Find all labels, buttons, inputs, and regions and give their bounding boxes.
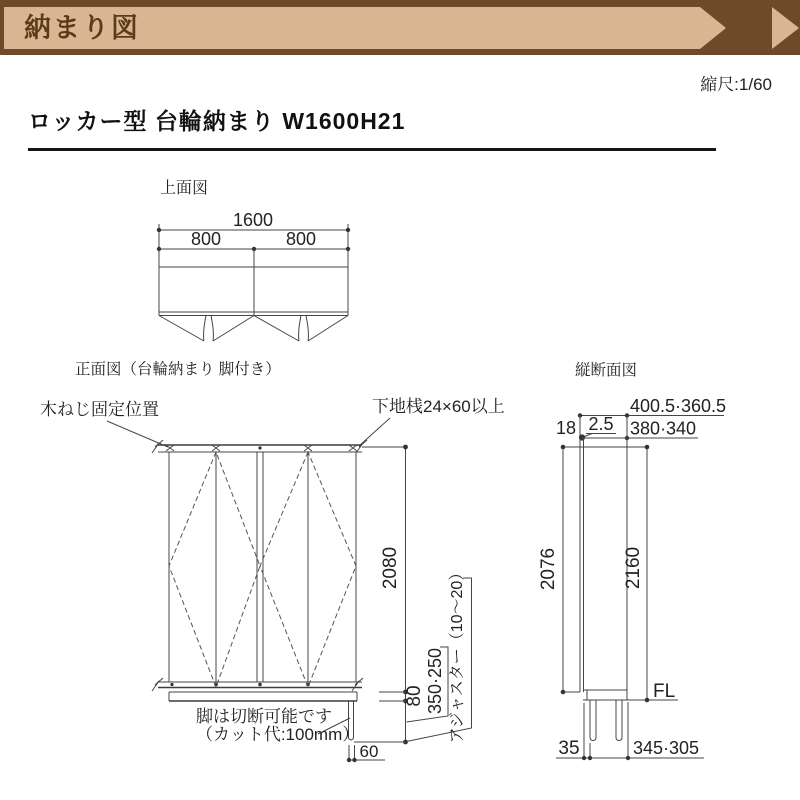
section-leg-rear bbox=[590, 700, 596, 741]
front-view-label: 正面図（台輪納まり 脚付き） bbox=[75, 361, 281, 378]
dim-2080-label: 2080 bbox=[380, 546, 401, 590]
front-view-drawing bbox=[40, 359, 505, 762]
callout-screw-label: 木ねじ固定位置 bbox=[40, 400, 159, 419]
dim-800-right-label: 800 bbox=[285, 229, 317, 249]
dim-depth-inner-label: 380·340 bbox=[629, 418, 697, 439]
dim-35-label: 35 bbox=[558, 738, 580, 759]
dim-345-305-label: 345·305 bbox=[632, 738, 700, 758]
callout-base-rail-leader bbox=[359, 418, 390, 446]
break-mark-top-left bbox=[152, 440, 163, 453]
banner-title: 納まり図 bbox=[24, 13, 140, 43]
leg-cut-note-line2: （カット代:100mm） bbox=[196, 725, 360, 744]
break-mark-bottom-left bbox=[152, 678, 163, 691]
screw-marks bbox=[166, 445, 357, 686]
dim-2-5-label: 2.5 bbox=[588, 414, 614, 434]
dim-adjuster-label: アジャスター（10～20） bbox=[449, 564, 466, 744]
dim-depth-total-label: 400.5·360.5 bbox=[629, 396, 727, 416]
break-mark-bottom-right bbox=[352, 678, 363, 691]
top-view-legs bbox=[159, 316, 348, 342]
dim-2076-label: 2076 bbox=[538, 547, 559, 591]
section-leg-front bbox=[616, 700, 622, 741]
section-view-dimensions bbox=[538, 445, 704, 761]
dim-1600-label: 1600 bbox=[232, 210, 274, 230]
floor-line-label: FL bbox=[653, 681, 676, 702]
dim-350-250-label: 350·250 bbox=[425, 647, 445, 715]
door-swing-left bbox=[169, 452, 260, 687]
dim-800-left-label: 800 bbox=[190, 229, 222, 249]
top-view-label: 上面図 bbox=[160, 180, 209, 197]
section-view-drawing bbox=[538, 361, 726, 760]
scale-note: 縮尺:1/60 bbox=[700, 75, 772, 94]
dim-60-label: 60 bbox=[359, 742, 379, 761]
section-view-label: 縦断面図 bbox=[575, 362, 638, 379]
dim-80-label: 80 bbox=[404, 685, 425, 707]
callout-base-rail-label: 下地桟24×60以上 bbox=[372, 397, 505, 416]
dim-2160-label: 2160 bbox=[623, 546, 644, 590]
dim-18-label: 18 bbox=[555, 418, 577, 438]
front-view-dimensions bbox=[347, 445, 472, 763]
page-title: ロッカー型 台輪納まり W1600H21 bbox=[28, 108, 406, 134]
leg-cut-note-line1: 脚は切断可能です bbox=[196, 707, 332, 726]
top-view-drawing bbox=[157, 179, 350, 341]
